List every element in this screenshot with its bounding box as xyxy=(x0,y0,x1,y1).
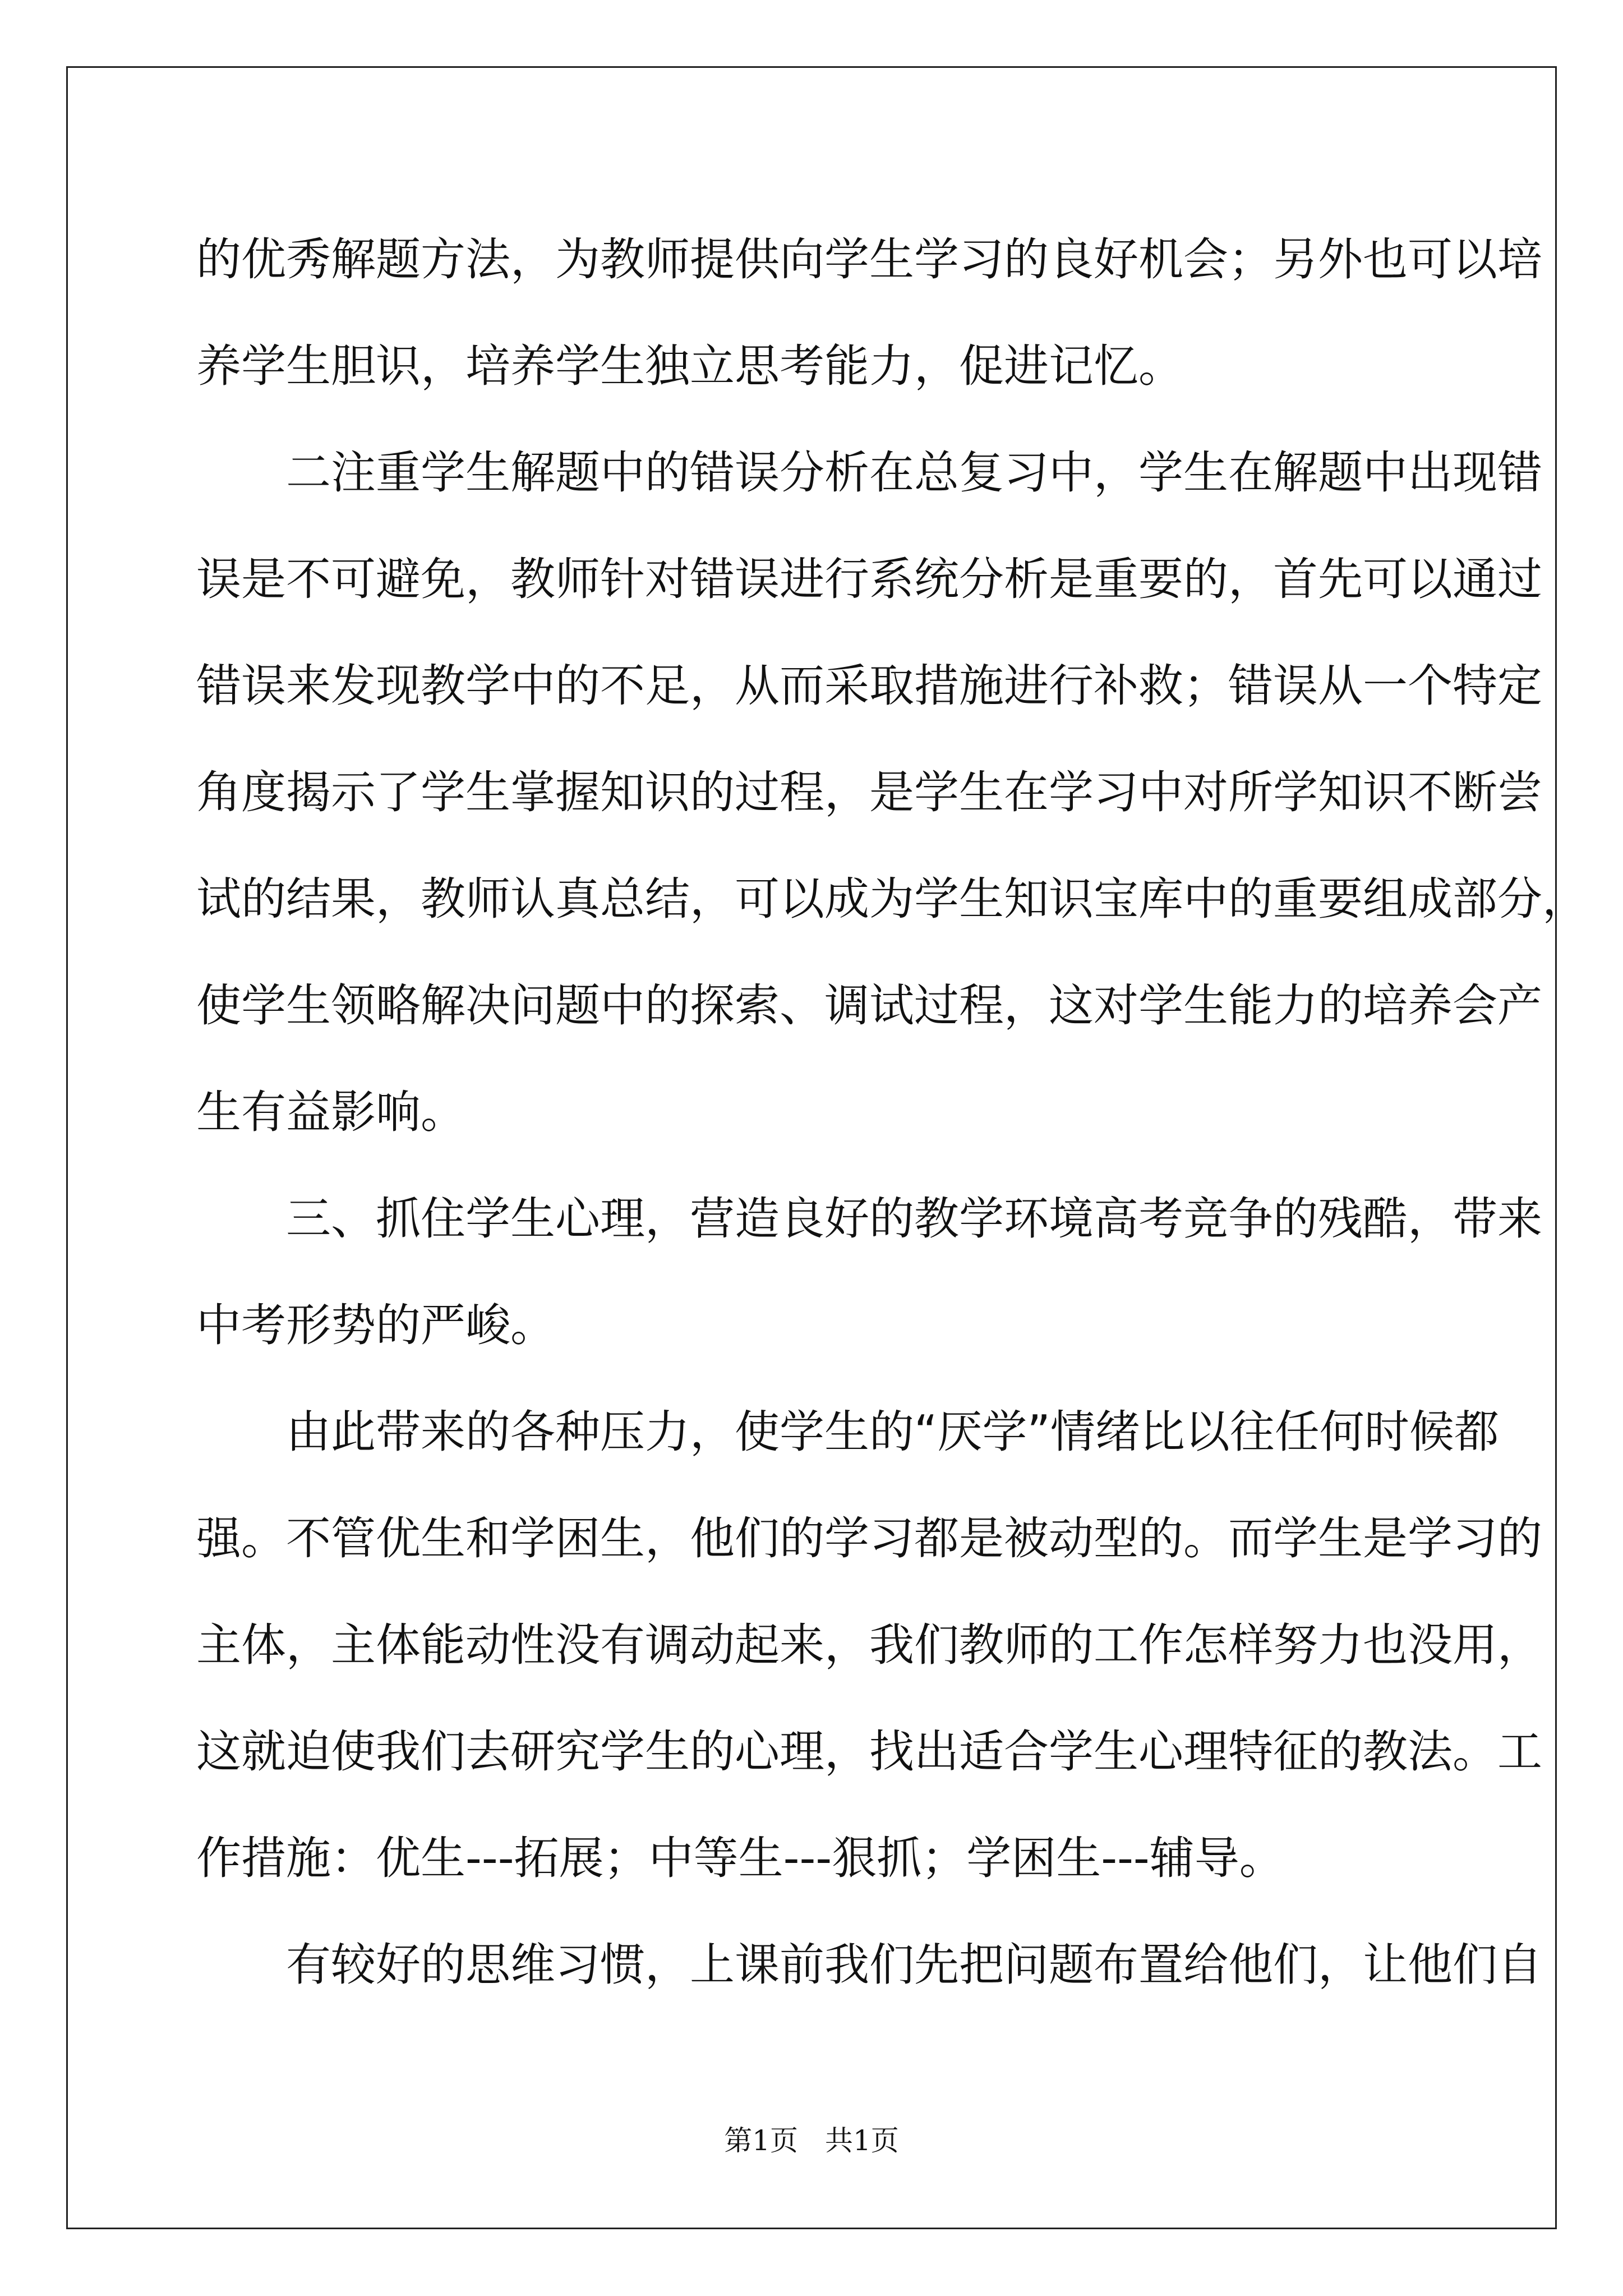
text-line: 二注重学生解题中的错误分析在总复习中，学生在解题中出现错 xyxy=(286,447,1542,499)
text-line: 养学生胆识，培养学生独立思考能力，促进记忆。 xyxy=(196,340,1183,392)
text-line: 使学生领略解决问题中的探索、调试过程，这对学生能力的培养会产 xyxy=(196,979,1542,1032)
text-line: 中考形势的严峻。 xyxy=(196,1299,555,1351)
text-line: 角度揭示了学生掌握知识的过程，是学生在学习中对所学知识不断尝 xyxy=(196,766,1542,818)
text-line: 强。不管优生和学困生，他们的学习都是被动型的。而学生是学习的 xyxy=(196,1512,1542,1565)
text-line: 的优秀解题方法，为教师提供向学生学习的良好机会；另外也可以培 xyxy=(196,233,1542,286)
text-line: 有较好的思维习惯，上课前我们先把问题布置给他们，让他们自 xyxy=(286,1939,1542,1991)
page-total: 共1页 xyxy=(825,2124,899,2157)
text-line: 这就迫使我们去研究学生的心理，找出适合学生心理特征的教法。工 xyxy=(196,1726,1542,1778)
page-footer xyxy=(0,2124,1623,2157)
text-line: 作措施：优生---拓展；中等生---狠抓；学困生---辅导。 xyxy=(196,1832,1284,1884)
text-line: 主体，主体能动性没有调动起来，我们教师的工作怎样努力也没用， xyxy=(196,1619,1542,1671)
text-line: 误是不可避免，教师针对错误进行系统分析是重要的，首先可以通过 xyxy=(196,553,1542,605)
document-body xyxy=(196,206,1587,2018)
text-line: 试的结果，教师认真总结，可以成为学生知识宝库中的重要组成部分， xyxy=(196,873,1587,925)
text-line: 错误来发现教学中的不足，从而采取措施进行补救；错误从一个特定 xyxy=(196,660,1542,712)
text-line: 由此带来的各种压力，使学生的“厌学”情绪比以往任何时候都 xyxy=(286,1406,1499,1458)
page-number: 第1页 xyxy=(724,2124,798,2157)
text-line: 生有益影响。 xyxy=(196,1086,465,1138)
text-line: 三、抓住学生心理，营造良好的教学环境高考竞争的残酷，带来 xyxy=(286,1193,1542,1245)
